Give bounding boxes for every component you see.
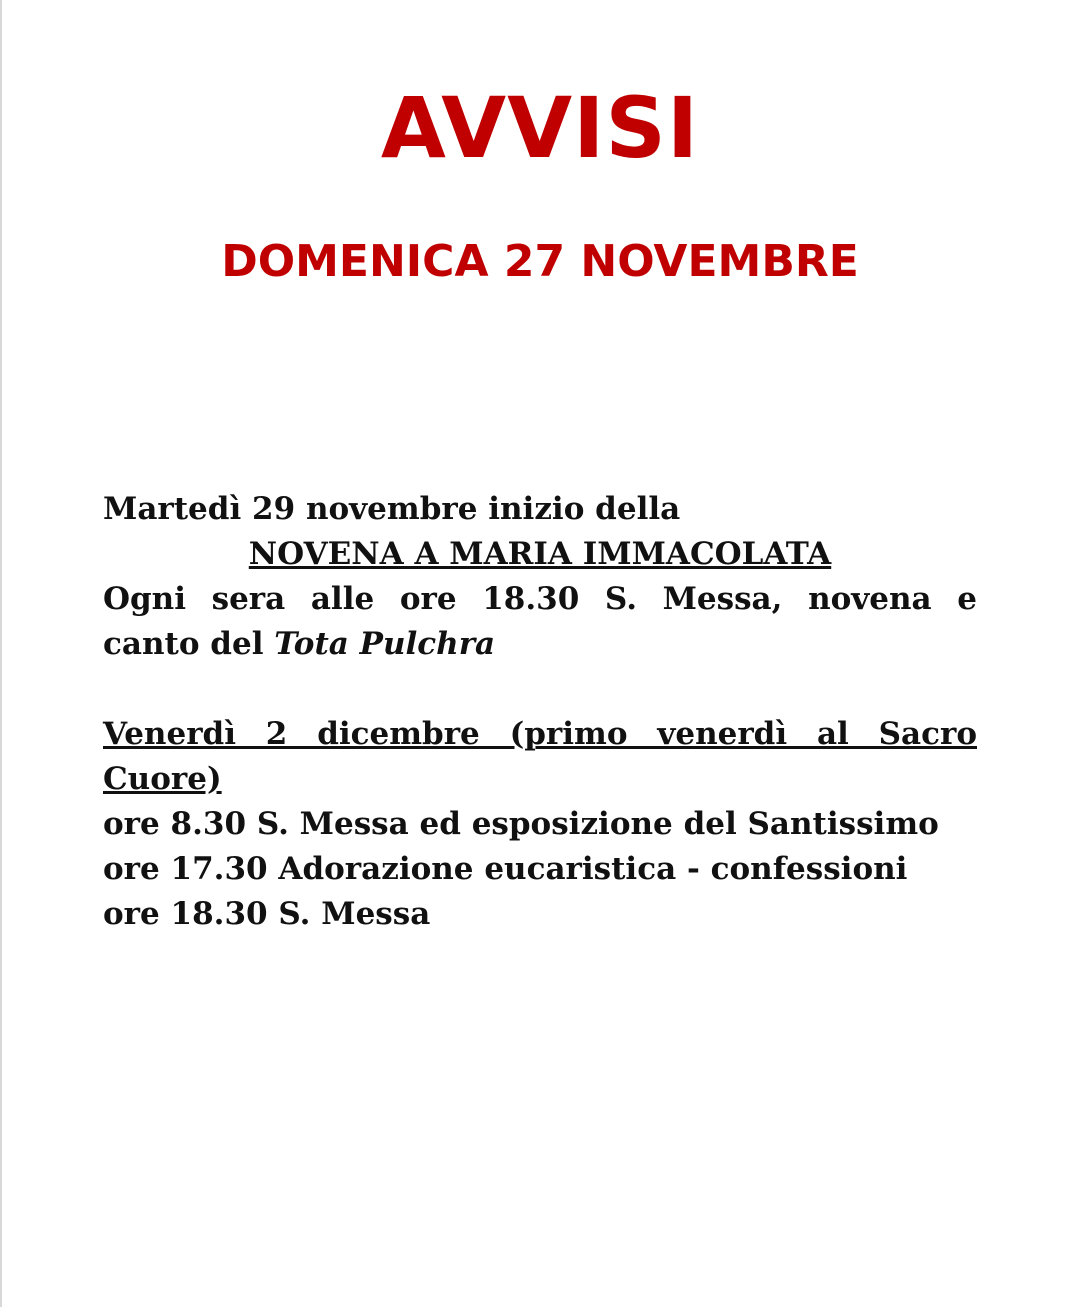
page-edge-divider	[0, 0, 2, 1307]
first-friday-heading-line2-text: Cuore)	[103, 761, 222, 797]
first-friday-item: ore 8.30 S. Messa ed esposizione del Santissimo	[103, 806, 939, 842]
novena-schedule-line2	[103, 622, 977, 667]
first-friday-item: ore 17.30 Adorazione eucaristica - confessioni	[103, 851, 908, 887]
first-friday-heading-line1: Venerdì 2 dicembre (primo venerdì al Sacro	[103, 716, 977, 752]
page-date: DOMENICA 27 NOVEMBRE	[221, 236, 859, 287]
page-title: AVVISI	[380, 79, 700, 177]
section-spacer	[103, 667, 977, 712]
novena-hymn-title: Tota Pulchra	[274, 626, 496, 662]
notices-body	[103, 487, 977, 937]
novena-intro: Martedì 29 novembre inizio della	[103, 491, 681, 527]
novena-name	[103, 532, 977, 577]
first-friday-heading-line2	[103, 757, 977, 802]
novena-name-text: NOVENA A MARIA IMMACOLATA	[248, 536, 832, 572]
first-friday-item: ore 18.30 S. Messa	[103, 896, 431, 932]
novena-schedule-line1: Ogni sera alle ore 18.30 S. Messa, novena e	[103, 581, 977, 617]
novena-schedule-prefix: canto del	[103, 626, 275, 662]
